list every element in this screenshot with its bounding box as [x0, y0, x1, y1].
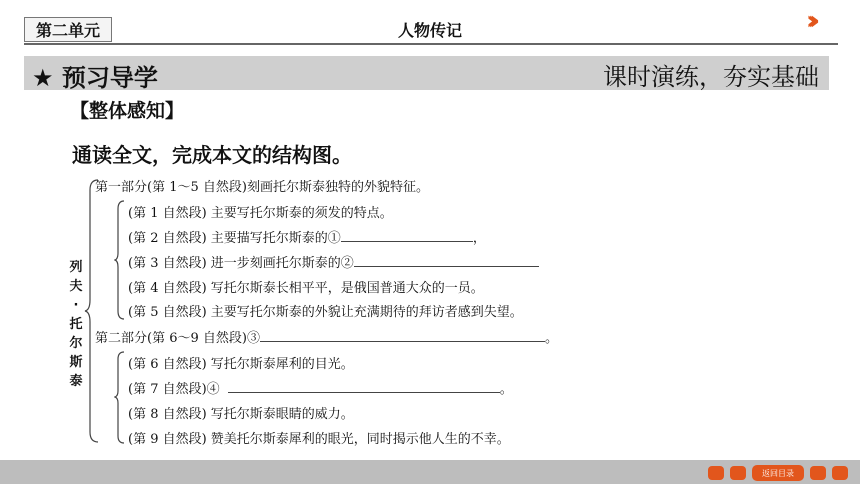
- part1-brace: [114, 199, 126, 321]
- part2-brace: [114, 350, 126, 445]
- header-divider: [24, 43, 838, 45]
- part1-item-1: (第 1 自然段) 主要写托尔斯泰的须发的特点。: [128, 206, 393, 221]
- part1-item-2: (第 2 自然段) 主要描写托尔斯泰的① ，: [128, 231, 486, 246]
- double-chevron-right-icon[interactable]: ›››: [806, 6, 812, 36]
- part1-item-5: (第 5 自然段) 主要写托尔斯泰的外貌让充满期待的拜访者感到失望。: [128, 305, 523, 320]
- page-title: 人物传记: [397, 21, 462, 40]
- part2-line: 第二部分(第 6～9 自然段)③ 。: [95, 331, 558, 346]
- answer-blank-2[interactable]: [354, 256, 539, 267]
- band-right-title: 课时演练，夯实基础: [603, 63, 819, 91]
- prev-page-button[interactable]: [730, 466, 746, 480]
- part1-line: 第一部分(第 1～5 自然段)刻画托尔斯泰独特的外貌特征。: [95, 180, 429, 195]
- section-heading: 【整体感知】: [70, 100, 185, 122]
- band-left-title: ★ 预习导学: [32, 64, 158, 92]
- part1-item-3: (第 3 自然段) 进一步刻画托尔斯泰的②: [128, 252, 539, 271]
- next-page-button[interactable]: [810, 466, 826, 480]
- answer-blank-4[interactable]: [228, 382, 500, 393]
- first-page-button[interactable]: [708, 466, 724, 480]
- part1-item-4: (第 4 自然段) 写托尔斯泰长相平平，是俄国普通大众的一员。: [128, 281, 484, 296]
- instruction-text: 通读全文，完成本文的结构图。: [72, 143, 352, 167]
- unit-label: 第二单元: [35, 21, 100, 40]
- answer-blank-1[interactable]: [341, 231, 473, 242]
- answer-blank-3[interactable]: [260, 331, 545, 342]
- part2-item-2: (第 7 自然段)④ 。: [128, 382, 513, 397]
- side-label: 列 夫 · 托 尔 斯 泰: [69, 260, 83, 389]
- part2-item-1: (第 6 自然段) 写托尔斯泰犀利的目光。: [128, 357, 354, 372]
- part2-item-4: (第 9 自然段) 赞美托尔斯泰犀利的眼光，同时揭示他人生的不幸。: [128, 432, 510, 447]
- section-band: [24, 56, 829, 90]
- part2-item-3: (第 8 自然段) 写托尔斯泰眼睛的威力。: [128, 407, 354, 422]
- last-page-button[interactable]: [832, 466, 848, 480]
- outer-brace: [84, 178, 100, 444]
- back-to-contents-button[interactable]: 返回目录: [752, 465, 804, 481]
